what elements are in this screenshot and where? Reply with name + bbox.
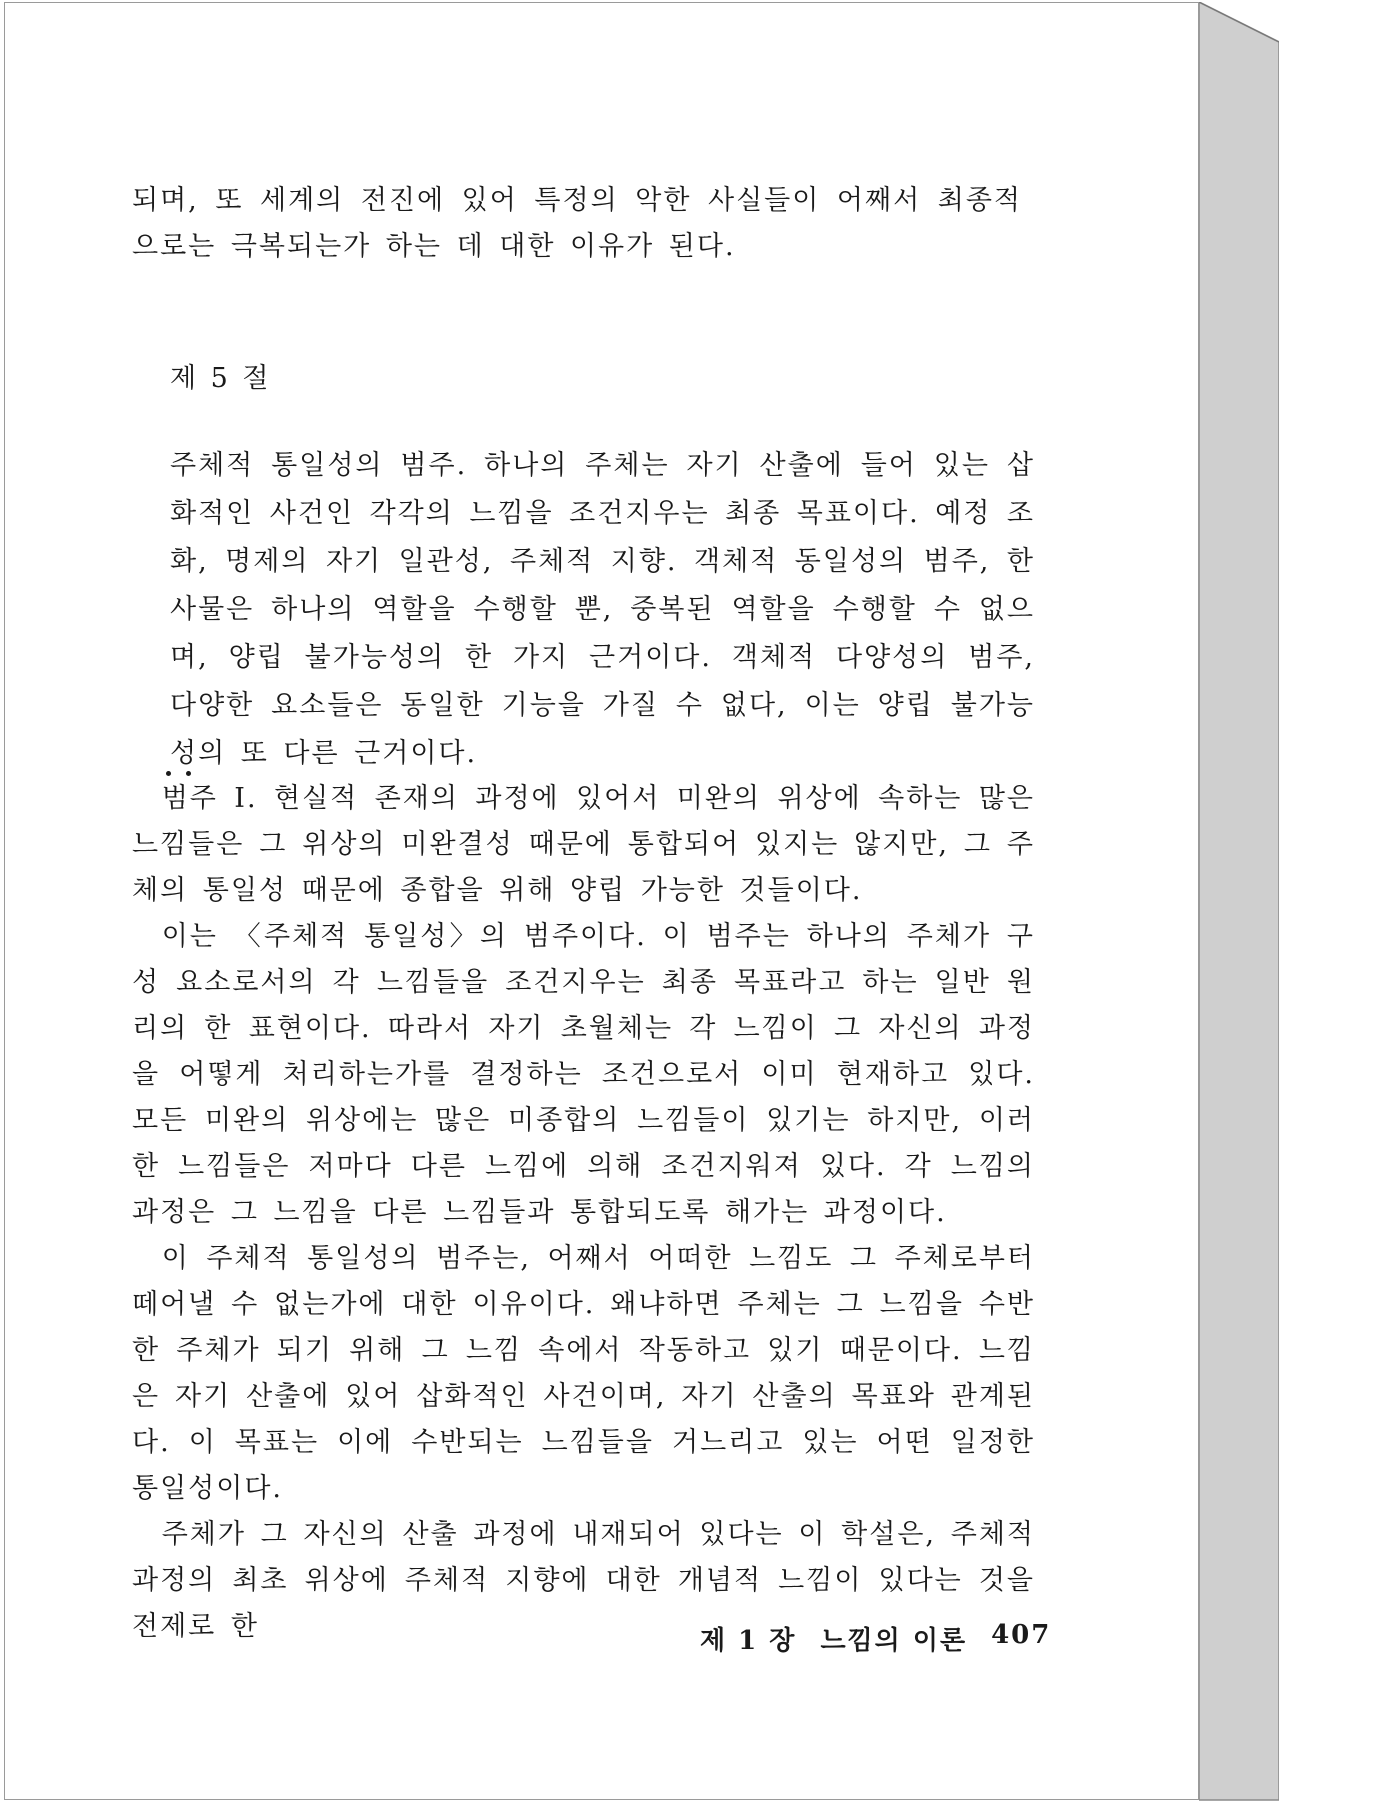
top-paragraph-text: 되며, 또 세계의 전진에 있어 특정의 악한 사실들이 어째서 최종적으로는 극복되는가 하는 데 대한 이유가 된다.	[132, 185, 1022, 262]
emphasis-dot	[186, 771, 191, 776]
category-label	[162, 783, 274, 814]
definition-text: 주체적 통일성의 범주. 하나의 주체는 자기 산출에 들어 있는 삽화적인 사건인 각각의 느낌을 조건지우는 최종 목표이다. 예정 조화, 명제의 자기 일관성, 주체적 지향. 객체적 동일성의 범주, 한 사물은 하나의 역할을 수행할 뿐, 중복된 역할을 수행할 수 없으며, 양립 불가능성의 한 가지 근거이다. 객체적 다양성의 범주, 다양한 요소들은 동일한 기능을 가질 수 없다, 이는 양립 불가능성의 또 다른 근거이다.	[170, 450, 1035, 769]
body-paragraph: 이 주체적 통일성의 범주는, 어째서 어떠한 느낌도 그 주체로부터 떼어낼 수 없는가에 대한 이유이다. 왜냐하면 주체는 그 느낌을 수반한 주체가 되기 위해 그 느낌 속에서 작동하고 있기 때문이다. 느낌은 자기 산출에 있어 삽화적인 사건이며, 자기 산출의 목표와 관계된다. 이 목표는 이에 수반되는 느낌들을 거느리고 있는 어떤 일정한 통일성이다.	[132, 1243, 1035, 1504]
emphasis-dot	[166, 771, 171, 776]
chapter-title: 느낌의 이론	[820, 1626, 968, 1656]
category-text: 현실적 존재의 과정에 있어서 미완의 위상에 속하는 많은 느낌들은 그 위상의 미완결성 때문에 통합되어 있지는 않지만, 그 주체의 통일성 때문에 종합을 위해 양립 가능한 것들이다.	[132, 783, 1035, 906]
definition-block	[170, 442, 1035, 778]
chapter-label: 제 1 장	[700, 1626, 797, 1656]
page-number: 407	[991, 1620, 1052, 1650]
category-paragraph	[132, 776, 1035, 914]
book-edge	[1199, 2, 1279, 1802]
category-label-text: 범주 I.	[161, 783, 258, 814]
body-text	[132, 776, 1035, 1650]
top-paragraph	[132, 178, 1022, 270]
page-footer	[700, 1620, 1051, 1657]
section-title: 제 5 절	[170, 363, 272, 394]
body-paragraph: 이는 〈주체적 통일성〉의 범주이다. 이 범주는 하나의 주체가 구성 요소로서의 각 느낌들을 조건지우는 최종 목표라고 하는 일반 원리의 한 표현이다. 따라서 자기 초월체는 각 느낌이 그 자신의 과정을 어떻게 처리하는가를 결정하는 조건으로서 이미 현재하고 있다. 모든 미완의 위상에는 많은 미종합의 느낌들이 있기는 하지만, 이러한 느낌들은 저마다 다른 느낌에 의해 조건지워져 있다. 각 느낌의 과정은 그 느낌을 다른 느낌들과 통합되도록 해가는 과정이다.	[132, 921, 1035, 1228]
body-paragraph: 주체가 그 자신의 산출 과정에 내재되어 있다는 이 학설은, 주체적 과정의 최초 위상에 주체적 지향에 대한 개념적 느낌이 있다는 것을 전제로 한	[132, 1519, 1035, 1642]
